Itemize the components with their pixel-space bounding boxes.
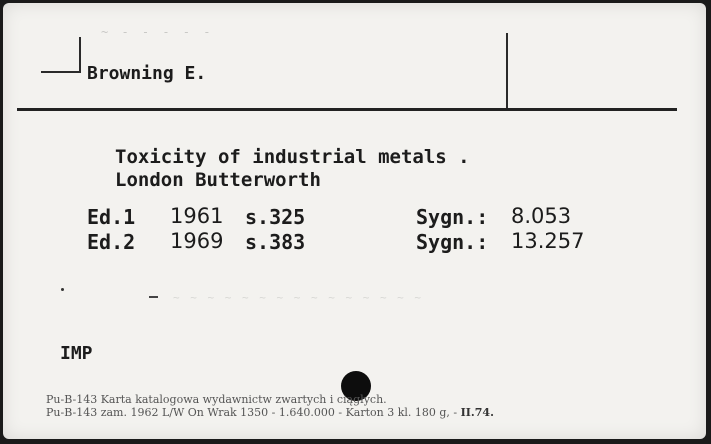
edition-1-year: 1961: [170, 204, 224, 228]
edition-2-year: 1969: [170, 229, 224, 253]
stamp-imp: IMP: [60, 343, 93, 364]
dash-mark: [149, 296, 158, 298]
edition-2-label: Ed.2: [87, 230, 136, 254]
catalog-card: [3, 3, 706, 439]
edition-2-sygn-label: Sygn.:: [416, 230, 489, 254]
faint-mark: ~ - - - - -: [101, 25, 214, 39]
horizontal-rule: [17, 108, 677, 111]
footer-line-2: [46, 406, 494, 419]
edition-1-sygn-label: Sygn.:: [416, 205, 489, 229]
ghost-bleed-text: ~ ~ ~ ~ ~ ~ ~ ~ ~ ~ ~ ~ ~ ~ ~: [173, 291, 424, 304]
edition-2-pages: s.383: [245, 230, 306, 254]
edition-1-sygn-value: 8.053: [511, 204, 572, 228]
footer-line-1: Pu-B-143 Karta katalogowa wydawnictw zwartych i ciągłych.: [46, 393, 387, 406]
edition-1-pages: s.325: [245, 205, 306, 229]
edition-1-label: Ed.1: [87, 205, 136, 229]
vertical-rule-right: [506, 33, 508, 109]
vertical-rule-left: [79, 37, 81, 73]
footer-line-2-date: II.74.: [460, 406, 494, 419]
short-rule: [41, 71, 81, 73]
title-line-2: London Butterworth: [115, 169, 321, 191]
author-name: Browning E.: [87, 63, 207, 84]
title-line-1: Toxicity of industrial metals .: [115, 146, 470, 168]
dot-mark: [61, 288, 64, 291]
edition-2-sygn-value: 13.257: [511, 229, 585, 253]
footer-line-2-text: Pu-B-143 zam. 1962 L/W On Wrak 1350 - 1.640.000 - Karton 3 kl. 180 g, -: [46, 406, 461, 419]
